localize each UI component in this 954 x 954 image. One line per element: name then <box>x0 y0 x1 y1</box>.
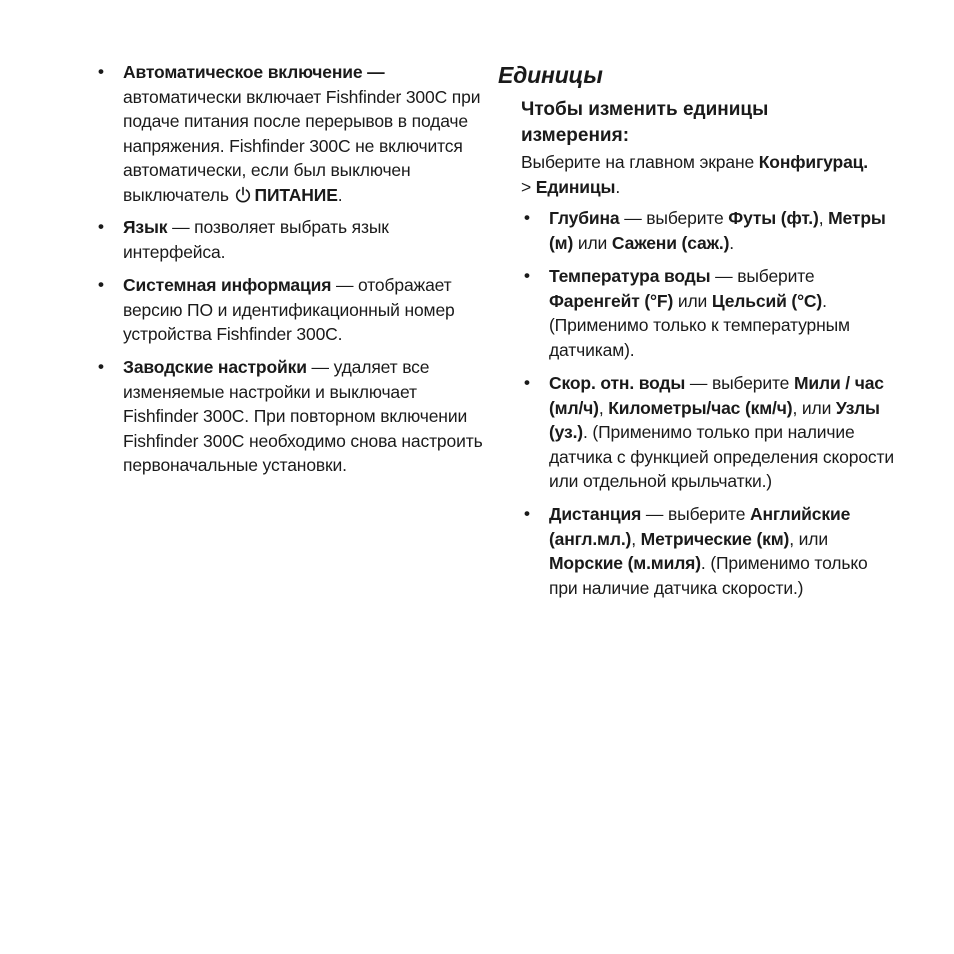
item-term: Скор. отн. воды <box>549 373 686 393</box>
procedure-title: Чтобы изменить единицы измерения: <box>521 99 769 146</box>
option: Метры (м) <box>549 208 886 253</box>
item-text: , <box>631 528 641 549</box>
item-term: Температура воды <box>549 266 711 286</box>
intro-separator: > <box>521 176 536 197</box>
item-text: . (Применимо только при наличие датчика с функцией определения скорости или отдельной крыльчатки.) <box>549 422 895 491</box>
item-end: . <box>337 184 343 205</box>
item-term: Дистанция <box>549 504 642 524</box>
item-text: — выберите <box>641 504 750 524</box>
list-item-water-temp <box>524 264 899 362</box>
list-item-factory-settings <box>98 355 483 478</box>
item-text: или <box>573 232 612 253</box>
option: Метрические (км) <box>640 528 790 549</box>
option: Узлы (уз.) <box>549 397 880 442</box>
option: Фаренгейт (°F) <box>549 290 674 311</box>
item-text: , <box>818 208 829 228</box>
item-desc: — отображает версию ПО и идентификационный номер устройства Fishfinder 300C. <box>123 275 455 344</box>
item-text: , <box>598 397 609 418</box>
option: Морские (м.миля) <box>549 553 701 573</box>
bullet: • <box>98 275 104 294</box>
menu-config: Конфигурац. <box>758 152 868 172</box>
list-item-water-speed <box>524 371 899 493</box>
item-text: — выберите <box>710 266 815 286</box>
option: Километры/час (км/ч) <box>608 397 793 418</box>
bullet: • <box>98 217 104 236</box>
option: Цельсий (°C) <box>711 290 823 311</box>
item-term: Глубина <box>549 208 620 228</box>
item-term: Системная информация <box>123 275 332 295</box>
item-term: Автоматическое включение — <box>123 62 385 82</box>
item-desc: — позволяет выбрать язык интерфейса. <box>123 217 389 262</box>
menu-units: Единицы <box>535 176 616 197</box>
list-item-depth <box>524 206 899 255</box>
item-desc: — удаляет все изменяемые настройки и выключает Fishfinder 300C. При повторном включении Fishfinder 300C необходимо снова настроить первоначальные установки. <box>123 357 483 475</box>
bullet: • <box>524 208 530 227</box>
bullet: • <box>98 357 104 376</box>
bullet: • <box>524 373 530 392</box>
bullet: • <box>524 266 530 285</box>
section-title: Единицы <box>498 62 603 88</box>
item-text: , или <box>789 528 828 549</box>
list-item-language <box>98 215 483 264</box>
intro-end: . <box>615 176 621 197</box>
item-text: . (Применимо только к температурным датчикам). <box>549 290 850 360</box>
list-item-distance <box>524 502 899 600</box>
bullet: • <box>98 62 104 81</box>
units-list <box>524 206 899 609</box>
option: Английские (англ.мл.) <box>549 504 851 549</box>
item-text: — выберите <box>685 373 794 393</box>
intro-text: Выберите на главном экране <box>521 152 759 172</box>
power-label: ПИТАНИЕ <box>254 184 338 205</box>
item-text: . (Применимо только при наличие датчика скорости.) <box>549 553 868 598</box>
item-text: . <box>729 232 734 253</box>
list-item-auto-power <box>98 60 483 206</box>
item-text: или <box>673 290 712 311</box>
procedure-instruction <box>521 150 901 199</box>
option: Футы (фт.) <box>728 208 819 228</box>
item-term: Язык <box>123 217 168 237</box>
bullet: • <box>524 504 530 523</box>
option: Мили / час (мл/ч) <box>549 373 884 418</box>
settings-list <box>98 60 483 487</box>
item-text: — выберите <box>619 208 729 228</box>
item-desc: автоматически включает Fishfinder 300C при подаче питания после перерывов в подаче напряжения. Fishfinder 300C не включится автоматически, если был выключен выключатель <box>123 86 481 205</box>
item-term: Заводские настройки <box>123 357 307 377</box>
list-item-system-info <box>98 273 483 346</box>
item-text: , или <box>792 397 836 418</box>
option: Сажени (саж.) <box>611 232 730 253</box>
power-icon <box>234 186 252 204</box>
